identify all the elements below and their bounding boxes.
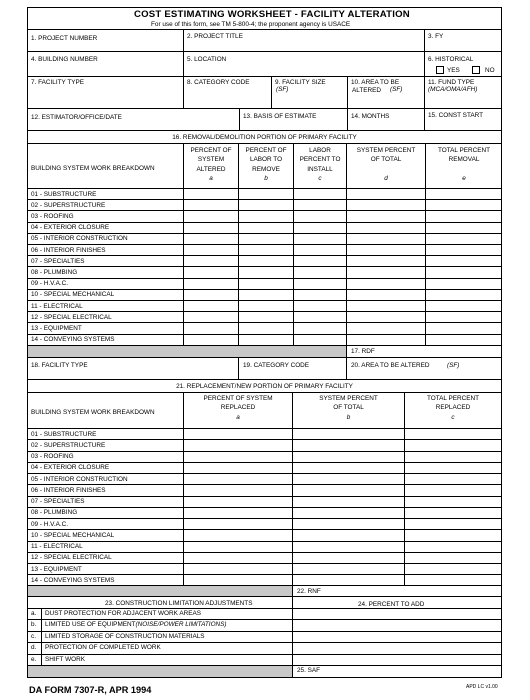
historical-label: 6. HISTORICAL xyxy=(428,56,474,63)
section16-cell-input[interactable] xyxy=(184,245,237,254)
section16-cell-input[interactable] xyxy=(426,323,501,332)
row-divider xyxy=(27,484,502,485)
section21-cell-input[interactable] xyxy=(184,519,291,528)
form-version: APD LC v1.00 xyxy=(466,684,498,690)
section16-cell-input[interactable] xyxy=(426,301,501,310)
section21-title: 21. REPLACEMENT/NEW PORTION OF PRIMARY FACILITY xyxy=(176,383,353,390)
section21-cell-input[interactable] xyxy=(405,564,501,573)
section21-row-label: 09 - H.V.A.C. xyxy=(31,520,69,528)
adjustment-label: LIMITED USE OF EQUIPMENT xyxy=(45,621,136,629)
section21-cell-input[interactable] xyxy=(293,429,403,438)
section16-col-c-line3: INSTALL xyxy=(307,165,333,173)
section21-cell-input[interactable] xyxy=(293,542,403,551)
section23-shaded-area xyxy=(28,666,292,677)
row-divider xyxy=(27,278,502,279)
section16-row-label: 02 - SUPERSTRUCTURE xyxy=(31,201,106,209)
row-divider xyxy=(27,642,502,643)
section21-cell-input[interactable] xyxy=(184,452,291,461)
adjustment-text xyxy=(45,633,205,641)
section16-col-d-header xyxy=(347,146,425,184)
area-altered-unit: (SF) xyxy=(390,86,403,93)
section21-col-a-line2: REPLACED xyxy=(220,404,256,412)
section16-cell-input[interactable] xyxy=(294,279,345,288)
row-divider xyxy=(27,210,502,211)
section16-cell-input[interactable] xyxy=(294,189,345,198)
adjustment-text xyxy=(45,644,161,652)
adjustment-label: PROTECTION OF COMPLETED WORK xyxy=(45,644,161,652)
section21-cell-input[interactable] xyxy=(184,542,291,551)
section16-cell-input[interactable] xyxy=(426,211,501,220)
facility-size-unit: (SF) xyxy=(276,86,289,93)
section16-cell-input[interactable] xyxy=(426,256,501,265)
section16-cell-input[interactable] xyxy=(426,189,501,198)
project-title-field[interactable] xyxy=(184,41,423,50)
section16-cell-input[interactable] xyxy=(239,312,292,321)
section16-row-label: 10 - SPECIAL MECHANICAL xyxy=(31,291,115,299)
section21-row-label: 02 - SUPERSTRUCTURE xyxy=(31,441,106,449)
fund-type-label: 11. FUND TYPE xyxy=(428,79,475,86)
section16-col-b-line3: REMOVE xyxy=(252,165,280,173)
row-divider xyxy=(27,451,502,452)
row-divider xyxy=(27,563,502,564)
section16-cell-input[interactable] xyxy=(239,301,292,310)
section21-cell-input[interactable] xyxy=(184,463,291,472)
section21-row-label: 10 - SPECIAL MECHANICAL xyxy=(31,531,115,539)
section21-row-label: 07 - SPECIALTIES xyxy=(31,498,85,505)
adjustment-label: SHIFT WORK xyxy=(45,655,86,663)
adjustment-letter: a. xyxy=(31,610,37,617)
section21-cell-input[interactable] xyxy=(184,508,291,517)
section21-cell-input[interactable] xyxy=(405,519,501,528)
section16-cell-input[interactable] xyxy=(184,301,237,310)
section21-cell-input[interactable] xyxy=(293,440,403,449)
percent-to-add-input[interactable] xyxy=(293,655,501,664)
section21-cell-input[interactable] xyxy=(293,519,403,528)
row-divider xyxy=(27,255,502,256)
section16-col-d-line1: SYSTEM PERCENT xyxy=(356,147,416,154)
section21-cell-input[interactable] xyxy=(293,452,403,461)
section16-cell-input[interactable] xyxy=(294,323,345,332)
section16-cell-input[interactable] xyxy=(184,223,237,232)
fy-field[interactable] xyxy=(425,41,501,50)
historical-no-label: NO xyxy=(485,67,495,74)
section21-row-label: 05 - INTERIOR CONSTRUCTION xyxy=(31,475,128,483)
adjustment-label: DUST PROTECTION FOR ADJACENT WORK AREAS xyxy=(45,610,201,617)
section16-cell-input[interactable] xyxy=(347,256,424,265)
section21-cell-input[interactable] xyxy=(405,452,501,461)
section16-cell-input[interactable] xyxy=(426,223,501,232)
row-divider xyxy=(27,334,502,335)
section21-cell-input[interactable] xyxy=(405,553,501,562)
rnf-field[interactable] xyxy=(330,587,501,595)
facility-size-field[interactable] xyxy=(272,95,346,107)
adjustment-letter: c. xyxy=(31,632,36,640)
section16-cell-input[interactable] xyxy=(294,267,345,276)
section16-cell-input[interactable] xyxy=(294,256,345,265)
section16-cell-input[interactable] xyxy=(347,189,424,198)
section21-cell-input[interactable] xyxy=(184,497,291,506)
section21-row-label: 03 - ROOFING xyxy=(31,453,74,460)
section16-cell-input[interactable] xyxy=(239,234,292,243)
section21-cell-input[interactable] xyxy=(405,474,501,483)
section21-col0-header: BUILDING SYSTEM WORK BREAKDOWN xyxy=(31,409,155,416)
section21-cell-input[interactable] xyxy=(184,440,291,449)
basis-estimate-field[interactable] xyxy=(240,121,346,129)
section16-col-e-line2: REMOVAL xyxy=(448,156,480,164)
section21-cell-input[interactable] xyxy=(293,575,403,584)
percent-to-add-input[interactable] xyxy=(293,620,501,629)
section16-cell-input[interactable] xyxy=(184,267,237,276)
section21-cell-input[interactable] xyxy=(405,530,501,539)
row-divider xyxy=(27,233,502,234)
category-code-2-label: 19. CATEGORY CODE xyxy=(243,362,310,369)
section21-row-label: 08 - PLUMBING xyxy=(31,509,78,517)
section16-cell-input[interactable] xyxy=(347,279,424,288)
section21-col-c-line1: TOTAL PERCENT xyxy=(426,395,480,402)
section16-cell-input[interactable] xyxy=(184,256,237,265)
project-number-label: 1. PROJECT NUMBER xyxy=(31,35,98,42)
section16-row-label: 08 - PLUMBING xyxy=(31,268,78,276)
months-field[interactable] xyxy=(348,121,423,129)
section16-col-d-line2: OF TOTAL xyxy=(370,156,402,164)
section16-col-d-letter: d xyxy=(384,175,388,183)
section16-cell-input[interactable] xyxy=(347,267,424,276)
section16-cell-input[interactable] xyxy=(426,234,501,243)
section16-row-label: 07 - SPECIALTIES xyxy=(31,257,85,265)
section16-title: 16. REMOVAL/DEMOLITION PORTION OF PRIMARY FACILITY xyxy=(172,134,357,141)
area-altered-2-field[interactable] xyxy=(348,370,501,378)
section21-cell-input[interactable] xyxy=(184,474,291,483)
historical-yes-label: YES xyxy=(447,67,460,74)
section16-cell-input[interactable] xyxy=(347,323,424,332)
section16-col-a-letter: a xyxy=(209,175,213,183)
row-divider xyxy=(27,311,502,312)
form-number: DA FORM 7307-R, APR 1994 xyxy=(29,685,152,695)
facility-type-field[interactable] xyxy=(28,88,182,107)
section16-shaded-area xyxy=(28,346,346,357)
section16-cell-input[interactable] xyxy=(184,234,237,243)
const-start-label: 15. CONST START xyxy=(428,112,484,119)
section16-cell-input[interactable] xyxy=(184,279,237,288)
section21-cell-input[interactable] xyxy=(293,474,403,483)
area-altered-2-label: 20. AREA TO BE ALTERED xyxy=(351,362,430,369)
section16-row-label: 01 - SUBSTRUCTURE xyxy=(31,190,97,198)
section16-cell-input[interactable] xyxy=(184,211,237,220)
section21-row-label: 06 - INTERIOR FINISHES xyxy=(31,486,106,494)
row-divider xyxy=(27,300,502,301)
section16-cell-input[interactable] xyxy=(347,234,424,243)
row-divider xyxy=(27,462,502,463)
section21-col-c-header xyxy=(404,394,502,422)
section16-cell-input[interactable] xyxy=(239,256,292,265)
section16-cell-input[interactable] xyxy=(294,335,345,344)
location-field[interactable] xyxy=(184,64,423,75)
row-divider xyxy=(27,541,502,542)
section16-cell-input[interactable] xyxy=(239,335,292,344)
section16-cell-input[interactable] xyxy=(294,200,345,209)
facility-type-label: 7. FACILITY TYPE xyxy=(31,79,85,86)
section16-col-b-line1: PERCENT OF xyxy=(245,147,287,154)
adjustment-label: LIMITED STORAGE OF CONSTRUCTION MATERIALS xyxy=(45,632,205,640)
section21-col-a-line1: PERCENT OF SYSTEM xyxy=(203,395,273,402)
project-number-field[interactable] xyxy=(28,42,182,50)
row-divider xyxy=(27,518,502,519)
section21-col-c-letter: c xyxy=(451,413,455,421)
section16-cell-input[interactable] xyxy=(347,312,424,321)
rdf-label: 17. RDF xyxy=(351,348,375,355)
section16-cell-input[interactable] xyxy=(239,245,292,254)
section21-col-b-line2: OF TOTAL xyxy=(333,404,364,412)
section16-cell-input[interactable] xyxy=(184,335,237,344)
section21-col-b-letter: b xyxy=(346,413,351,421)
section16-cell-input[interactable] xyxy=(426,335,501,344)
section16-col-e-line1: TOTAL PERCENT xyxy=(437,147,491,154)
project-title-label: 2. PROJECT TITLE xyxy=(187,33,243,40)
section21-row-label: 13 - EQUIPMENT xyxy=(31,565,82,573)
fund-type-sub: (MCA/OMA/AFH) xyxy=(428,86,478,93)
row-divider xyxy=(27,631,502,632)
section16-cell-input[interactable] xyxy=(294,234,345,243)
category-code-field[interactable] xyxy=(184,88,270,107)
category-code-2-field[interactable] xyxy=(240,370,345,378)
section16-cell-input[interactable] xyxy=(239,189,292,198)
section21-cell-input[interactable] xyxy=(184,575,291,584)
adjustment-letter: e. xyxy=(31,655,37,663)
section16-cell-input[interactable] xyxy=(347,211,424,220)
section16-cell-input[interactable] xyxy=(294,245,345,254)
section16-cell-input[interactable] xyxy=(184,200,237,209)
row-divider xyxy=(27,574,502,575)
section16-col-e-header xyxy=(426,146,502,184)
rdf-field[interactable] xyxy=(385,347,501,356)
row-divider xyxy=(27,322,502,323)
section16-cell-input[interactable] xyxy=(426,290,501,299)
section21-cell-input[interactable] xyxy=(293,463,403,472)
section16-cell-input[interactable] xyxy=(426,200,501,209)
adjustment-letter: d. xyxy=(31,644,37,652)
form-subtitle: For use of this form, see TM 5-800-4; the proponent agency is USACE xyxy=(151,21,351,28)
area-altered-field[interactable] xyxy=(348,96,423,107)
section16-cell-input[interactable] xyxy=(239,323,292,332)
section16-col-c-header xyxy=(294,146,346,184)
saf-label: 25. SAF xyxy=(297,667,321,674)
section16-cell-input[interactable] xyxy=(426,312,501,321)
row-divider xyxy=(27,244,502,245)
category-code-label: 8. CATEGORY CODE xyxy=(187,79,250,86)
section16-col-e-letter: e xyxy=(462,175,466,183)
section21-col-b-header xyxy=(293,394,404,422)
section21-cell-input[interactable] xyxy=(184,429,291,438)
section16-col-a-header xyxy=(184,146,238,184)
section21-cell-input[interactable] xyxy=(184,564,291,573)
facility-type-2-field[interactable] xyxy=(28,370,238,378)
section23-title: 23. CONSTRUCTION LIMITATION ADJUSTMENTS xyxy=(105,600,253,607)
section21-cell-input[interactable] xyxy=(405,542,501,551)
saf-field[interactable] xyxy=(325,666,501,676)
section16-cell-input[interactable] xyxy=(294,211,345,220)
section21-cell-input[interactable] xyxy=(184,530,291,539)
percent-to-add-input[interactable] xyxy=(293,609,501,618)
row-divider xyxy=(27,552,502,553)
section21-cell-input[interactable] xyxy=(405,485,501,494)
row-divider xyxy=(27,199,502,200)
section16-row-label: 11 - ELECTRICAL xyxy=(31,302,83,310)
row-divider xyxy=(27,439,502,440)
area-altered-label-2: ALTERED xyxy=(352,87,382,94)
section16-cell-input[interactable] xyxy=(239,223,292,232)
section21-row-label: 11 - ELECTRICAL xyxy=(31,543,83,550)
section16-cell-input[interactable] xyxy=(294,223,345,232)
section16-cell-input[interactable] xyxy=(347,223,424,232)
facility-size-label: 9. FACILITY SIZE xyxy=(275,79,326,86)
section21-col-c-line2: REPLACED xyxy=(435,404,471,412)
section21-cell-input[interactable] xyxy=(405,508,501,517)
area-altered-label: 10. AREA TO BE xyxy=(351,79,400,86)
section21-cell-input[interactable] xyxy=(405,575,501,584)
section21-col-b-line1: SYSTEM PERCENT xyxy=(319,395,378,402)
section21-cell-input[interactable] xyxy=(293,530,403,539)
section16-col-b-letter: b xyxy=(264,175,268,183)
section21-cell-input[interactable] xyxy=(293,553,403,562)
section16-col-b-line2: LABOR TO xyxy=(249,156,283,164)
percent-to-add-header: 24. PERCENT TO ADD xyxy=(358,601,425,608)
section16-col-c-line1: LABOR xyxy=(309,147,331,154)
adjustment-letter: b. xyxy=(31,621,37,629)
fund-type-field[interactable] xyxy=(425,95,501,107)
area-altered-2-unit: (SF) xyxy=(447,362,460,369)
section16-cell-input[interactable] xyxy=(184,189,237,198)
section21-cell-input[interactable] xyxy=(184,485,291,494)
section16-cell-input[interactable] xyxy=(294,301,345,310)
section16-row-label: 03 - ROOFING xyxy=(31,212,74,220)
section16-col-a-line2: SYSTEM xyxy=(197,156,225,164)
percent-to-add-input[interactable] xyxy=(293,632,501,641)
row-divider xyxy=(27,266,502,267)
section16-cell-input[interactable] xyxy=(426,267,501,276)
section21-cell-input[interactable] xyxy=(293,497,403,506)
building-number-field[interactable] xyxy=(28,64,182,75)
fy-label: 3. FY xyxy=(428,33,444,40)
section21-col-a-letter: a xyxy=(236,413,240,421)
section21-row-label: 14 - CONVEYING SYSTEMS xyxy=(31,576,115,584)
section16-row-label: 14 - CONVEYING SYSTEMS xyxy=(31,336,115,344)
section16-col-c-line2: PERCENT TO xyxy=(299,156,341,164)
section16-cell-input[interactable] xyxy=(184,323,237,332)
section16-cell-input[interactable] xyxy=(239,200,292,209)
adjustment-text xyxy=(45,610,201,618)
section16-cell-input[interactable] xyxy=(347,200,424,209)
section16-cell-input[interactable] xyxy=(239,267,292,276)
section21-row-label: 04 - EXTERIOR CLOSURE xyxy=(31,464,110,472)
section16-cell-input[interactable] xyxy=(294,290,345,299)
section16-cell-input[interactable] xyxy=(347,335,424,344)
basis-estimate-label: 13. BASIS OF ESTIMATE xyxy=(243,113,317,120)
section21-cell-input[interactable] xyxy=(293,564,403,573)
section21-cell-input[interactable] xyxy=(405,497,501,506)
building-number-label: 4. BUILDING NUMBER xyxy=(31,56,98,63)
section16-col-a-line3: ALTERED xyxy=(196,165,226,173)
section16-cell-input[interactable] xyxy=(347,245,424,254)
section16-col-c-letter: c xyxy=(318,175,322,183)
section16-cell-input[interactable] xyxy=(347,290,424,299)
section21-cell-input[interactable] xyxy=(405,463,501,472)
percent-to-add-input[interactable] xyxy=(293,643,501,652)
section16-col-a-line1: PERCENT OF xyxy=(190,147,232,154)
section16-cell-input[interactable] xyxy=(239,279,292,288)
row-divider xyxy=(27,496,502,497)
section21-row-label: 12 - SPECIAL ELECTRICAL xyxy=(31,554,112,562)
section16-row-label: 12 - SPECIAL ELECTRICAL xyxy=(31,313,112,321)
historical-yes-checkbox[interactable] xyxy=(436,66,444,74)
section16-cell-input[interactable] xyxy=(426,279,501,288)
adjustment-text xyxy=(45,621,227,629)
section16-cell-input[interactable] xyxy=(184,290,237,299)
section21-col-a-header xyxy=(184,394,292,422)
section16-row-label: 13 - EQUIPMENT xyxy=(31,324,82,332)
section16-col0-header: BUILDING SYSTEM WORK BREAKDOWN xyxy=(31,165,155,172)
section21-cell-input[interactable] xyxy=(293,508,403,517)
section16-row-label: 09 - H.V.A.C. xyxy=(31,280,69,288)
section16-cell-input[interactable] xyxy=(184,312,237,321)
row-divider xyxy=(27,222,502,223)
section21-cell-input[interactable] xyxy=(293,485,403,494)
section16-row-label: 05 - INTERIOR CONSTRUCTION xyxy=(31,235,128,243)
facility-type-2-label: 18. FACILITY TYPE xyxy=(31,362,88,369)
section16-cell-input[interactable] xyxy=(239,211,292,220)
estimator-field[interactable] xyxy=(28,121,238,129)
section16-row-label: 04 - EXTERIOR CLOSURE xyxy=(31,224,110,232)
section21-cell-input[interactable] xyxy=(184,553,291,562)
row-divider xyxy=(27,619,502,620)
section21-row-label: 01 - SUBSTRUCTURE xyxy=(31,430,97,438)
section16-cell-input[interactable] xyxy=(294,312,345,321)
historical-no-checkbox[interactable] xyxy=(472,66,480,74)
section21-shaded-area xyxy=(28,586,292,596)
section16-cell-input[interactable] xyxy=(426,245,501,254)
section21-cell-input[interactable] xyxy=(405,429,501,438)
section21-cell-input[interactable] xyxy=(405,440,501,449)
estimator-label: 12. ESTIMATOR/OFFICE/DATE xyxy=(31,114,122,121)
row-divider xyxy=(27,289,502,290)
row-divider xyxy=(27,654,502,655)
months-label: 14. MONTHS xyxy=(351,113,390,120)
form-title: COST ESTIMATING WORKSHEET - FACILITY ALTERATION xyxy=(134,9,410,20)
row-divider xyxy=(27,507,502,508)
row-divider xyxy=(27,473,502,474)
section16-row-label: 06 - INTERIOR FINISHES xyxy=(31,246,106,254)
section16-cell-input[interactable] xyxy=(347,301,424,310)
rnf-label: 22. RNF xyxy=(297,588,321,595)
row-divider xyxy=(27,529,502,530)
const-start-field[interactable] xyxy=(425,120,501,129)
adjustment-text xyxy=(45,656,85,664)
location-label: 5. LOCATION xyxy=(187,56,227,63)
section16-cell-input[interactable] xyxy=(239,290,292,299)
adjustment-note: (NOISE/POWER LIMITATIONS) xyxy=(135,621,227,629)
section16-col-b-header xyxy=(239,146,293,184)
